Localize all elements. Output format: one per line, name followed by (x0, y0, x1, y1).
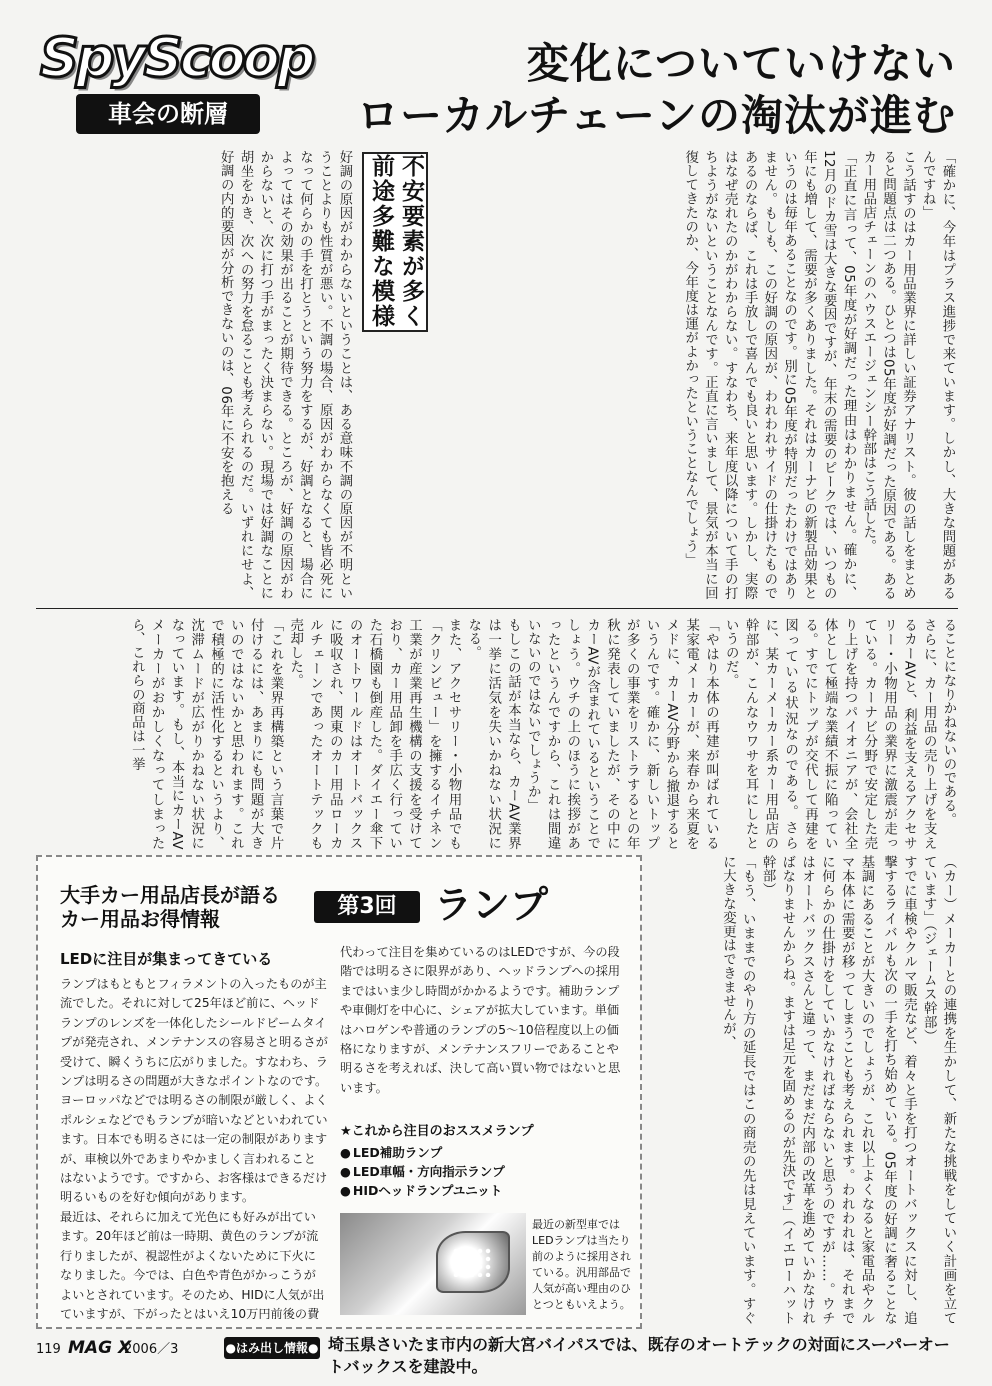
episode-badge: 第3回 (314, 891, 420, 923)
body-column-c: ることになりかねないのである。 さらに、カー用品の売り上げを支えるカーAVと、利益を支えるアクセサリー・小物用品の業界に激震が走っている。カーナビ分野で安定した売り上げを持つパイオニアが、会社全体として極端な業績不振に陥っている。すでにトップが交代して再建を図っている状況なのである。さらに、某カーメーカー系カー用品店の幹部が、こんなウワサを耳にしたというのだ。 「やはり本体の再建が叫ばれている某家電メーカーが、来春から来夏をメドに、カーAV分野から撤退するというんです。確かに、新しいトップが多くの事業をリストラするとの年秋に発表していましたが、その中にカーAVが含まれているということでしょう。ウチの上のほうに挨拶があったというんですから、これは間違いないのではないでしょうか」 もしこの話が本当なら、カーAV業界は一挙に活気を失いかねない状況になる。 また、アクセサリー・小物用品でも「クリンビュー」を擁するイチネン工業が産業再生機構の支援を受けており、カー用品卸を手広く行っていた石橋園も倒産した。ダイエー傘下のオートワールドはオートバックスに吸収され、関東のカー用品ローカルチェーンであったオートテックも売却した。 「これを業界再構築という言葉で片付けるには、あまりにも問題が大きいのではないかと思われます。これで積極的に活性化するというより、沈滞ムードが広がりかねない状況になっています。もし、本当にカーAVメーカーがおかしくなってしまったら、これらの商品は一挙 (129, 618, 956, 850)
logo-title: SpyScoop (40, 26, 313, 89)
list-item: ● HIDヘッドランプユニット (340, 1181, 505, 1200)
sidebar-title (60, 883, 280, 931)
photo-caption: 最近の新型車ではLEDランプは当たり前のように採用されている。汎用部品で人気が高い理由のひとつともいえよう。 (532, 1218, 631, 1311)
tier-divider-1 (36, 608, 958, 609)
subheading-box-1 (362, 152, 428, 332)
logo-subtitle: 車会の断層 (76, 94, 260, 134)
recommend-list-title: ★これから注目のおススメランプ (340, 1124, 534, 1139)
list-item: ● LED補助ランプ (340, 1143, 505, 1162)
issue-date: 2006／3 (124, 1342, 179, 1357)
recommend-list (340, 1143, 505, 1200)
sidebar-title-line-1: 大手カー用品店長が語る (60, 883, 280, 907)
body-column-a: 「確かに、今年はプラス進捗で来ています。しかし、大きな問題があるんですね」 こう話すのはカー用品業界に詳しい証券アナリスト。彼の話しをまとめると問題点は二つある。ひとつは05年度が好調だった原因である。あるカー用品店チェーンのハウスエージェンシー幹部はこう話した。 「正直に言って、05年度が好調だった理由はわかりません。確かに、12月のドカ雪は大きな要因ですが、年末の需要のピークでは、いつもの年にも増して、需要が多くありました。それはカーナビの新製品効果というのは毎年あることなのです。別に05年度が特別だったわけではありません。もしも、この好調の原因が、われわれサイドの仕掛けたものであるのならば、これは手放しで喜んでも良いと思います。しかし、実際はなぜ売れたのかがわからない。すなわち、来年度以降について手の打ちようがないということなんです。正直に言いまして、景気が本当に回復してきたのか、今年度は運がよかったということなんでしょう」 (682, 150, 955, 600)
led-dots-icon (452, 1247, 492, 1277)
headline-line-1: 変化についていけない (526, 39, 956, 88)
logo (40, 26, 313, 136)
page-number: 119 (36, 1342, 61, 1357)
list-item: ● LED車幅・方向指示ランプ (340, 1162, 505, 1181)
body-column-f: 基調にあることが大きいのでしょうが、これ以上よくなると家電品やクルマ本体に需要が移ってしまうことも考えられます。われわれは、それまでに何らかの仕掛けをしていかなければならないと思うのですが……。ウチはオートバックスさんと違って、まだまだ内部の改革を進めていかなければなりませんからね。ますは足元を固めるのが先決です」（イエローハット幹部） 「もう、いままでのやり方の延長ではこの商売の先は見えています。すぐに大きな変更はできませんが、 (720, 855, 874, 1325)
info-badge: ●はみ出し情報● (224, 1337, 320, 1359)
body-column-b: 好調の原因がわからないということは、ある意味不調の原因が不明ということよりも性質が悪い。不調の場合、原因がわからなくても皆必死になって何らかの手を打とうという努力をするが、好調となると、場合によってはその効果が出ることが期待できる。ところが、好調の原因がわからないと、次に打つ手がまったく決まらない。現場では好調なことに胡坐をかき、次への努力を怠ることも考えられるのだ。いずれにせよ、好調の内的要因が分析できないのは、06年に不安を抱える (218, 150, 352, 600)
article-headline (357, 38, 956, 142)
headline-line-2: ローカルチェーンの淘汰が進む (356, 91, 956, 140)
magazine-logo: MAG X (68, 1338, 132, 1358)
sidebar-title-line-2: カー用品お得情報 (60, 907, 220, 931)
sidebar-topic: ランプ (434, 883, 549, 927)
body-column-g: （カー）メーカーとの連携を生かして、新たな挑戦をしていく計画を立てています」（ジェームス幹部） すでに車検やクルマ販売など、着々と手を打つオートバックスに対し、追撃するライバルも次の一手を打ち始めている。05年度の好調に奢ることな (881, 855, 956, 1325)
led-lamp-photo (340, 1213, 526, 1315)
subheading-1: 不安要素が多く前途多難な模様 (368, 154, 424, 329)
footer-note: 埼玉県さいたま市内の新大宮バイパスでは、既存のオートテックの対面にスーパーオートバックスを建設中。 (328, 1335, 950, 1376)
info-sidebar (36, 855, 642, 1329)
body-column-b-top (430, 150, 645, 600)
sidebar-subheading: LEDに注目が集まってきている (60, 950, 273, 968)
sidebar-text-left: ランプはもともとフィラメントの入ったものが主流でした。それに対して25年ほど前に、ヘッドランプのレンズを一体化したシールドビームタイプが発売され、メンテナンスの容易さと明るさが受けて、瞬くうちに広がりました。すなわち、ランプは明るさの問題が大きなポイントなのです。 ヨーロッパなどでは明るさの制限が厳しく、よくポルシェなどでもランプが暗いなどといわれています。日本でも明るさには一定の制限がありますが、車検以外であまりやかましく言われることはないようです。ですから、お客様はできるだけ明るいものを好む傾向があります。 最近は、それらに加えて光色にも好みが出ています。20年ほど前は一時期、黄色のランプが流行りましたが、視認性がよくないために下火になりました。今では、白色や青色がかっこうがよいとされています。そのため、HIDに人気が出ていますが、下がったとはいえ10万円前後の費 (60, 977, 328, 1319)
sidebar-text-right: 代わって注目を集めているのはLEDですが、今の段階では明るさに限界があり、ヘッドランプへの採用まではいま少し時間がかかるようです。補助ランプや車側灯を中心に、シェアが拡大しています。単価はハロゲンや普通のランプの5〜10倍程度以上の価格になりますが、メンテナンスフリーであることや明るさを考えれば、決して高い買い物ではないと思います。 (340, 945, 621, 1095)
